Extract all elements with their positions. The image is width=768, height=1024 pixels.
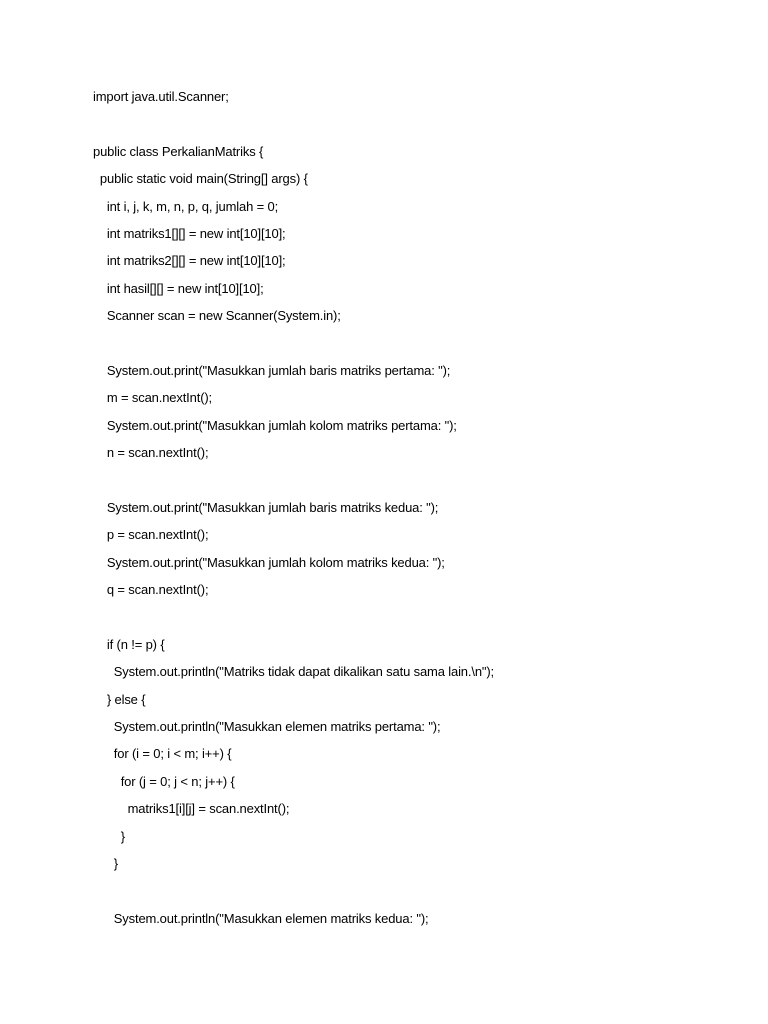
code-line: public static void main(String[] args) {	[93, 171, 308, 187]
code-line: System.out.print("Masukkan jumlah kolom matriks pertama: ");	[93, 417, 457, 433]
code-line: }	[93, 855, 118, 871]
code-line: for (j = 0; j < n; j++) {	[93, 773, 235, 789]
code-line: System.out.println("Masukkan elemen matriks kedua: ");	[93, 910, 429, 926]
code-line: System.out.print("Masukkan jumlah baris matriks pertama: ");	[93, 362, 451, 378]
code-line	[93, 110, 733, 137]
code-line: Scanner scan = new Scanner(System.in);	[93, 308, 341, 324]
code-line: int matriks1[][] = new int[10][10];	[93, 225, 286, 241]
code-line	[93, 603, 733, 630]
code-line: System.out.print("Masukkan jumlah kolom matriks kedua: ");	[93, 554, 445, 570]
code-line	[93, 466, 733, 493]
code-line: }	[93, 828, 125, 844]
code-line: System.out.println("Masukkan elemen matriks pertama: ");	[93, 718, 441, 734]
code-line: } else {	[93, 691, 146, 707]
code-line: q = scan.nextInt();	[93, 582, 209, 598]
code-line	[93, 877, 733, 904]
code-line: int hasil[][] = new int[10][10];	[93, 280, 264, 296]
code-line: m = scan.nextInt();	[93, 390, 213, 406]
code-line: import java.util.Scanner;	[93, 89, 229, 104]
code-line: n = scan.nextInt();	[93, 445, 209, 461]
code-line: System.out.print("Masukkan jumlah baris matriks kedua: ");	[93, 499, 439, 515]
code-line: for (i = 0; i < m; i++) {	[93, 746, 232, 762]
code-line: public class PerkalianMatriks {	[93, 143, 264, 159]
code-line: p = scan.nextInt();	[93, 527, 209, 543]
code-line	[93, 330, 733, 357]
code-line: if (n != p) {	[93, 636, 165, 652]
code-line: System.out.println("Matriks tidak dapat dikalikan satu sama lain.\n");	[93, 664, 495, 680]
code-line: int matriks2[][] = new int[10][10];	[93, 253, 286, 269]
code-line: matriks1[i][j] = scan.nextInt();	[93, 801, 290, 817]
code-line: int i, j, k, m, n, p, q, jumlah = 0;	[93, 198, 279, 214]
code-block	[93, 83, 733, 932]
